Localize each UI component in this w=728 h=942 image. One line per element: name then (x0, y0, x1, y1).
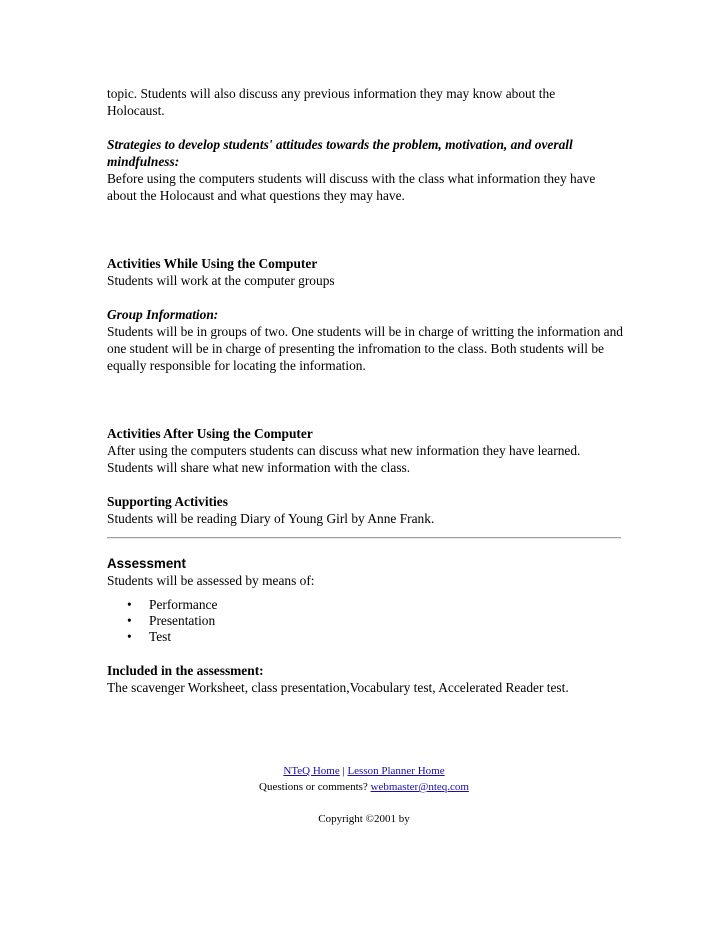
included-heading: Included in the assessment: (107, 663, 264, 678)
during-section (107, 255, 627, 289)
assessment-intro: Students will be assessed by means of: (107, 573, 315, 588)
list-item-label: Performance (149, 597, 218, 612)
supporting-heading: Supporting Activities (107, 494, 228, 509)
horizontal-divider (107, 537, 621, 539)
lesson-planner-home-link[interactable]: Lesson Planner Home (347, 765, 445, 777)
copyright-text: Copyright ©2001 by (318, 813, 410, 825)
footer-separator: | (342, 765, 345, 777)
bullet-icon: • (127, 597, 132, 612)
list-item-label: Test (149, 629, 172, 644)
webmaster-email-link[interactable]: webmaster@nteq.com (370, 781, 469, 793)
bullet-icon: • (127, 629, 132, 644)
strategies-section (107, 136, 627, 204)
strategies-body: Before using the computers students will discuss with the class what information they have about the Holocaust and what questions they may have. (107, 171, 596, 203)
assessment-section (107, 555, 627, 696)
strategies-heading: Strategies to develop students' attitudes towards the problem, motivation, and overall mindfulness: (107, 137, 573, 169)
included-body: The scavenger Worksheet, class presentation,Vocabulary test, Accelerated Reader test. (107, 680, 569, 695)
group-heading: Group Information: (107, 307, 219, 322)
after-body: After using the computers students can discuss what new information they have learned. Students will share what new information with the class. (107, 443, 581, 475)
nteq-home-link[interactable]: NTeQ Home (283, 765, 340, 777)
footer-nav (0, 763, 728, 779)
after-section (107, 425, 627, 476)
bullet-icon: • (127, 613, 132, 628)
assessment-list (107, 597, 627, 645)
group-body: Students will be in groups of two. One students will be in charge of writting the information and one student will be in charge of presenting the infromation to the class. Both students will be equally responsible for locating the information. (107, 324, 623, 373)
footer-contact (0, 779, 728, 795)
intro-line-1: topic. Students will also discuss any previous information they may know about the (107, 86, 556, 101)
page-footer (0, 763, 728, 827)
list-item (127, 613, 627, 629)
during-heading: Activities While Using the Computer (107, 256, 318, 271)
intro-paragraph (107, 85, 627, 119)
list-item-label: Presentation (149, 613, 216, 628)
lesson-plan-page (107, 85, 627, 696)
supporting-section (107, 493, 627, 527)
list-item (127, 597, 627, 613)
during-body: Students will work at the computer groups (107, 273, 335, 288)
supporting-body: Students will be reading Diary of Young Girl by Anne Frank. (107, 511, 435, 526)
assessment-heading: Assessment (107, 556, 186, 571)
group-section (107, 306, 627, 374)
after-heading: Activities After Using the Computer (107, 426, 313, 441)
questions-label: Questions or comments? (259, 781, 368, 793)
intro-line-2: Holocaust. (107, 103, 165, 118)
list-item (127, 629, 627, 645)
